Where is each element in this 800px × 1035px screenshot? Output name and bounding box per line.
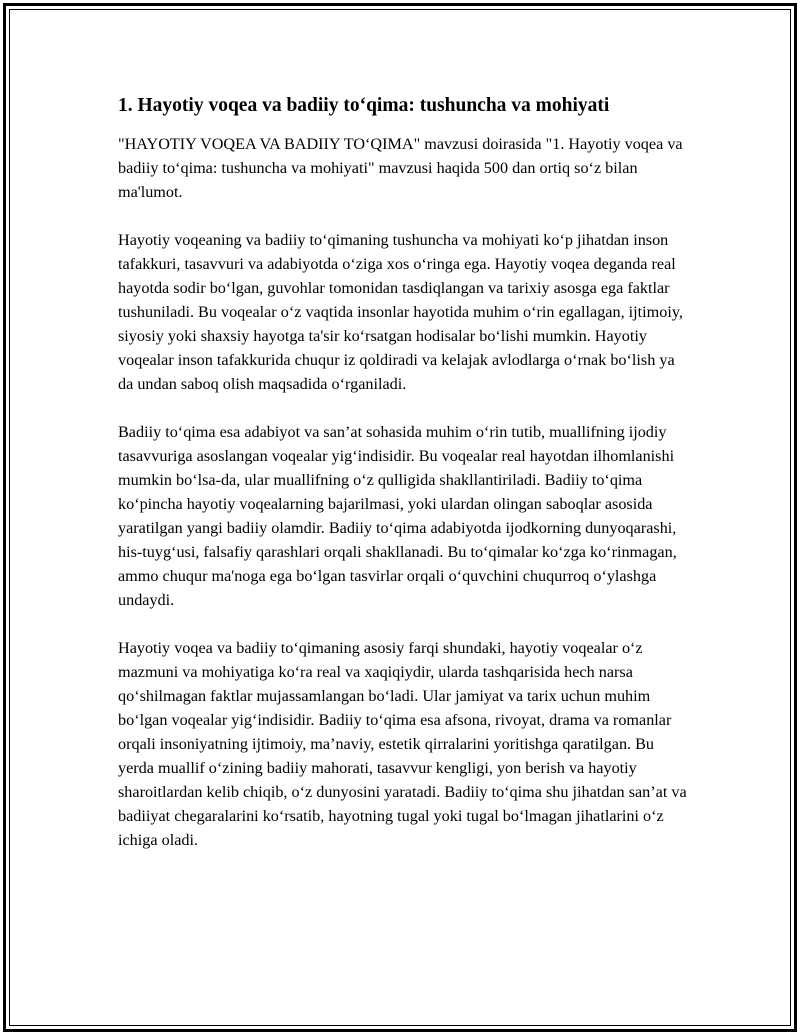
document-body — [118, 92, 690, 876]
paragraph-intro: "HAYOTIY VOQEA VA BADIIY TO‘QIMA" mavzusi doirasida "1. Hayotiy voqea va badiiy to‘qima: tushuncha va mohiyati" mavzusi haqida 500 dan ortiq so‘z bilan ma'lumot. — [118, 135, 683, 201]
paragraph-farq: Hayotiy voqea va badiiy to‘qimaning asosiy farqi shundaki, hayotiy voqealar o‘z mazmuni va mohiyatiga ko‘ra real va xaqiqiydir, ularda tashqarisida hech narsa qo‘shilmagan faktlar mujassamlangan bo‘ladi. Ular jamiyat va tarix uchun muhim bo‘lgan voqealar yig‘indisidir. Badiiy to‘qima esa afsona, rivoyat, drama va romanlar orqali insoniyatning ijtimoiy, ma’naviy, estetik qirralarini yoritishga qaratilgan. Bu yerda muallif o‘zining badiiy mahorati, tasavvur kengligi, yon berish va hayotiy sharoitlardan kelib chiqib, o‘z dunyosini yaratadi. Badiiy to‘qima shu jihatdan san’at va badiiyat chegaralarini ko‘rsatib, hayotning tugal yoki tugal bo‘lmagan jihatlarini o‘z ichiga oladi. — [118, 639, 687, 849]
paragraph-hayotiy-voqea: Hayotiy voqeaning va badiiy to‘qimaning tushuncha va mohiyati ko‘p jihatdan inson tafakkuri, tasavvuri va adabiyotda o‘ziga xos o‘ringa ega. Hayotiy voqea deganda real hayotda sodir bo‘lgan, guvohlar tomonidan tasdiqlangan va tarixiy asosga ega faktlar tushuniladi. Bu voqealar o‘z vaqtida insonlar hayotida muhim o‘rin egallagan, ijtimoiy, siyosiy yoki shaxsiy hayotga ta'sir ko‘rsatgan hodisalar bo‘lishi mumkin. Hayotiy voqealar inson tafakkurida chuqur iz qoldiradi va kelajak avlodlarga o‘rnak bo‘lish ya da undan saboq olish maqsadida o‘rganiladi. — [118, 231, 683, 393]
paragraph-badiiy-toqima: Badiiy to‘qima esa adabiyot va san’at sohasida muhim o‘rin tutib, muallifning ijodiy tasavvuriga asoslangan voqealar yig‘indisidir. Bu voqealar real hayotdan ilhomlanishi mumkin bo‘lsa-da, ular muallifning o‘z qulligida shakllantiriladi. Badiiy to‘qima ko‘pincha hayotiy voqealarning bajarilmasi, yoki ulardan olingan saboqlar asosida yaratilgan yangi badiiy olamdir. Badiiy to‘qima adabiyotda ijodkorning dunyoqarashi, his-tuyg‘usi, falsafiy qarashlari orqali shakllanadi. Bu to‘qimalar ko‘zga ko‘rinmagan, ammo chuqur ma'noga ega bo‘lgan tasvirlar orqali o‘quvchini chuqurroq o‘ylashga undaydi. — [118, 423, 677, 609]
document-title: 1. Hayotiy voqea va badiiy to‘qima: tushuncha va mohiyati — [118, 95, 610, 116]
